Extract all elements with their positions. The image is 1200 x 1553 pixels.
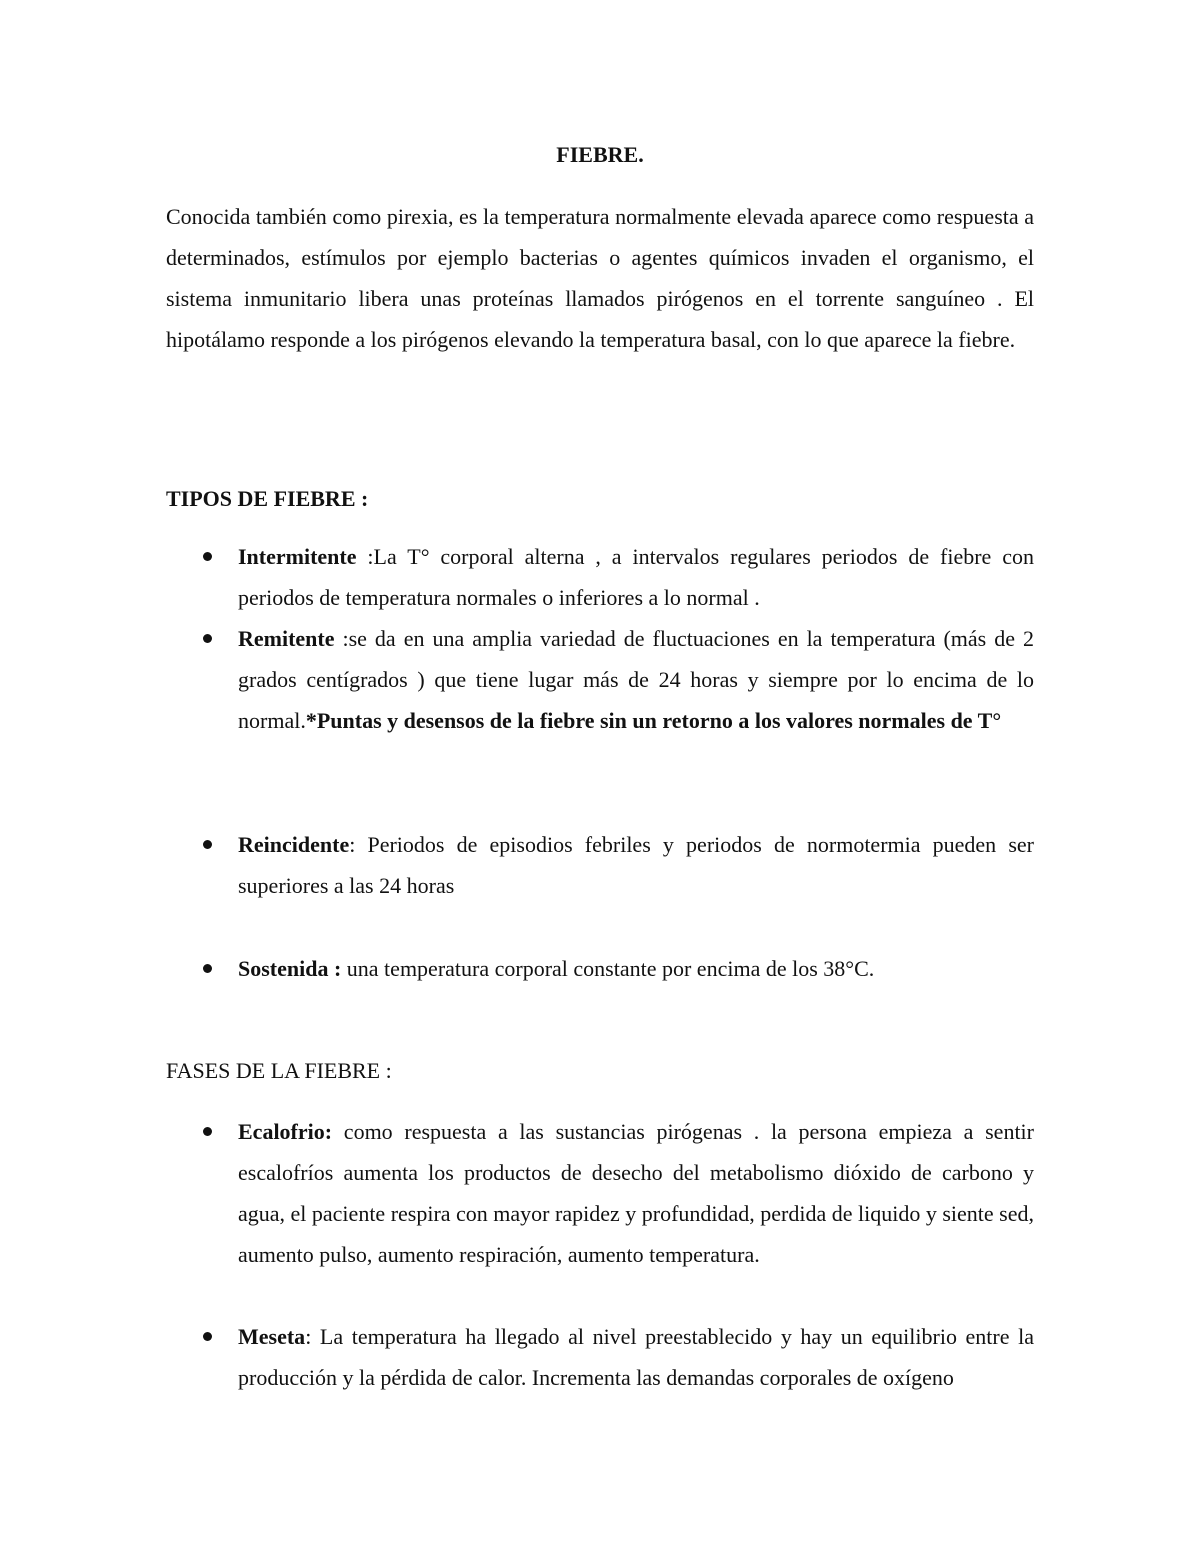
item-term: Intermitente [238,544,357,569]
list-item-meseta [238,1316,1034,1398]
bullet-icon [203,552,212,561]
document-title: FIEBRE. [556,142,644,167]
item-text: : Periodos de episodios febriles y periodos de normotermia pueden ser superiores a las 24 horas [238,832,1034,898]
bullet-icon [203,840,212,849]
intro-paragraph [166,196,1034,360]
fases-heading: FASES DE LA FIEBRE : [166,1058,392,1083]
bullet-icon [203,634,212,643]
list-item-intermitente [238,536,1034,618]
tipos-heading: TIPOS DE FIEBRE : [166,486,369,511]
bullet-icon [203,964,212,973]
intro-last-line: que aparece la fiebre. [827,327,1016,352]
item-term: Ecalofrio: [238,1119,333,1144]
item-term: Meseta [238,1324,306,1349]
item-term: Reincidente [238,832,350,857]
item-text: :La T° corporal alterna , a intervalos regulares periodos de fiebre con periodos de temperatura normales o inferiores a lo normal . [238,544,1034,610]
bullet-icon [203,1127,212,1136]
list-item-remitente [238,618,1034,741]
item-text: una temperatura corporal constante por encima de los 38°C. [341,956,875,981]
item-emphasis: *Puntas y desensos de la fiebre sin un retorno a los valores normales de T° [305,708,1002,733]
list-item-reincidente [238,824,1034,906]
list-item-sostenida [238,948,1034,989]
item-text: como respuesta a las sustancias pirógenas . la persona empieza a sentir escalofríos aumenta los productos de desecho del metabolismo dióxido de carbono y agua, el paciente respira con mayor rapidez y profundidad, perdida de liquido y siente sed, aumento pulso, aumento respiración, aumento temperatura. [238,1119,1034,1267]
intro-text: Conocida también como pirexia, es la temperatura normalmente elevada aparece como respuesta a determinados, estímulos por ejemplo bacterias o agentes químicos invaden el organismo, el sistema inmunitario libera unas proteínas llamados pirógenos en el torrente sanguíneo . El hipotálamo responde a los pirógenos elevando la temperatura basal, con lo [166,204,1034,352]
list-item-ecalofrio [238,1111,1034,1275]
item-term: Sostenida : [238,956,342,981]
item-term: Remitente [238,626,335,651]
item-text: :se da en una amplia variedad de fluctuaciones en la temperatura (más de 2 grados centígrados ) que tiene lugar más de 24 horas y siempre por lo encima de lo normal. [238,626,1034,733]
item-text: : La temperatura ha llegado al nivel preestablecido y hay un equilibrio entre la producción y la pérdida de calor. Incrementa las demandas corporales de oxígeno [238,1324,1034,1390]
bullet-icon [203,1332,212,1341]
